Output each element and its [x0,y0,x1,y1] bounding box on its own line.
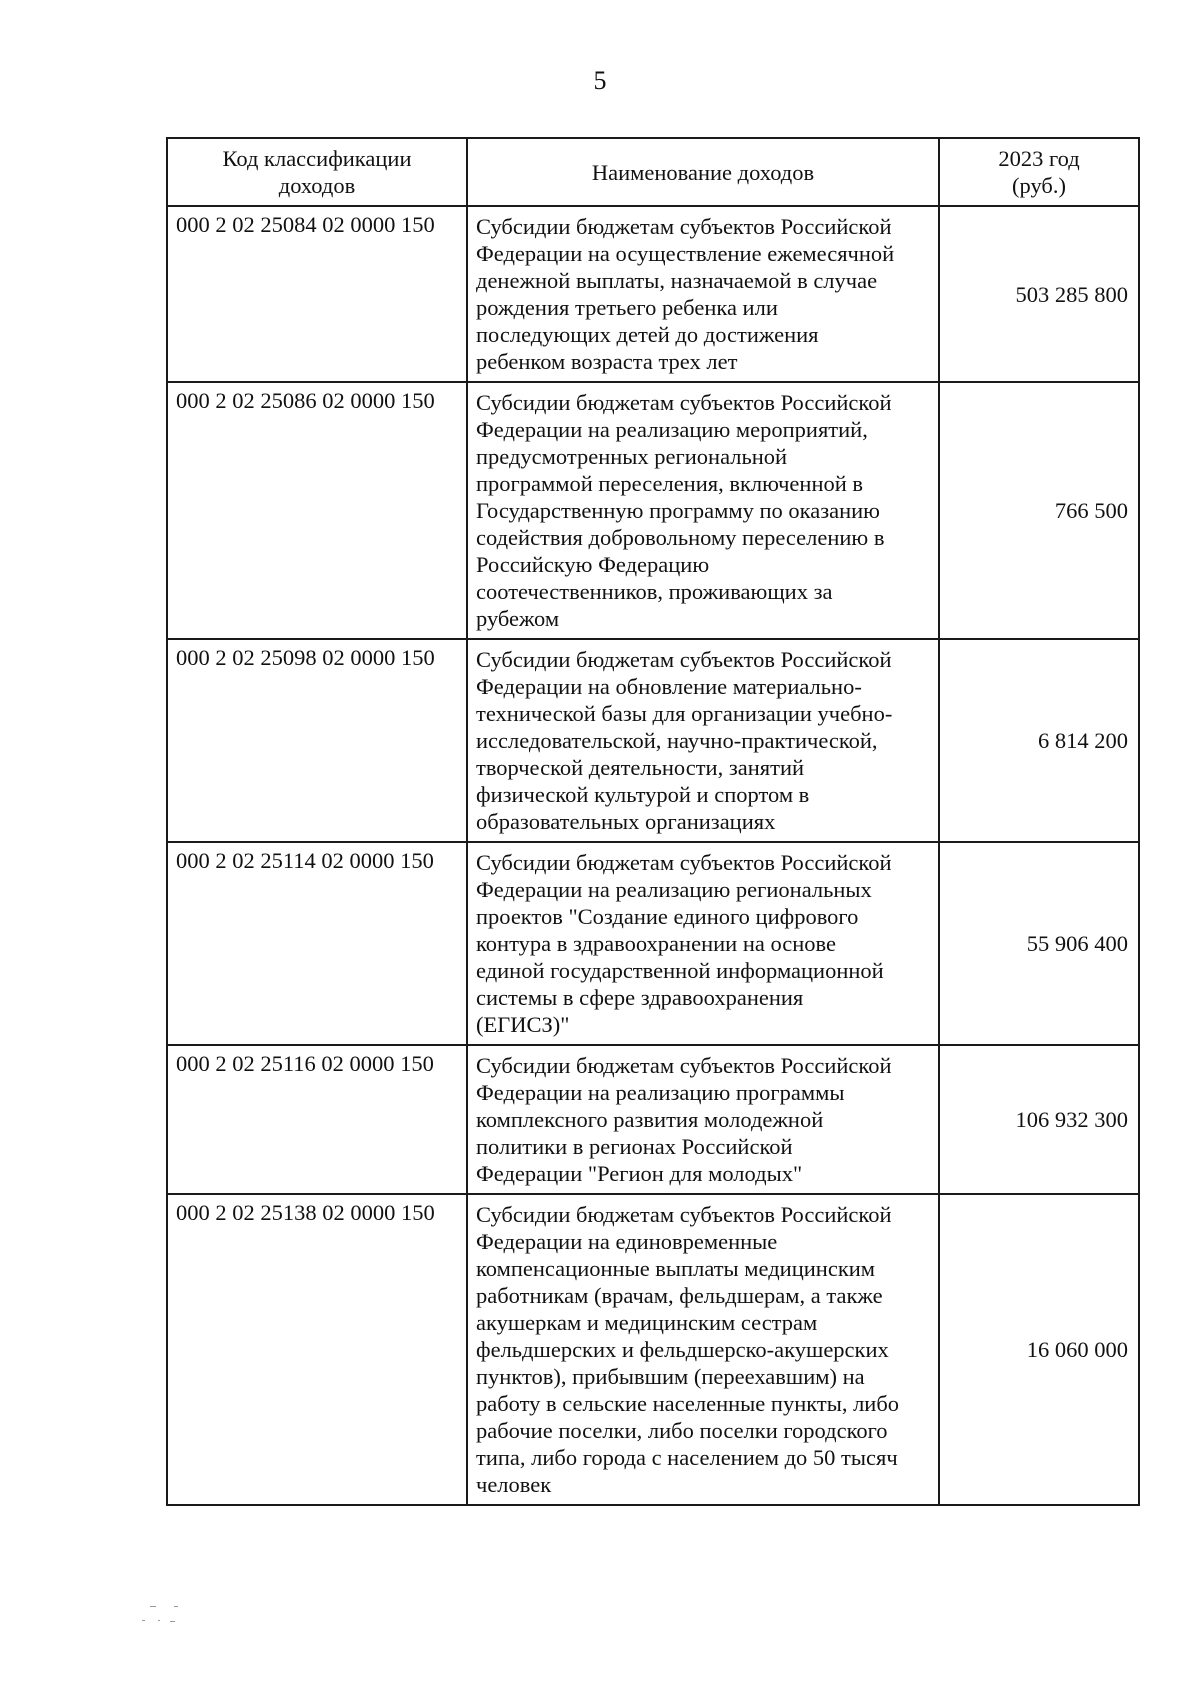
row-code: 000 2 02 25114 02 0000 150 [167,842,467,1045]
row-name: Субсидии бюджетам субъектов Российской Федерации на единовременные компенсационные выплаты медицинским работникам (врачам, фельдшерам, а также акушеркам и медицинским сестрам фельдшерских и фельдшерско-акушерских пунктов), прибывшим (переехавшим) на работу в сельские населенные пункты, либо рабочие поселки, либо поселки городского типа, либо города с населением до 50 тысяч человек [467,1194,939,1505]
scan-specks [140,1600,200,1630]
table-row [167,639,1139,842]
header-name: Наименование доходов [467,138,939,206]
row-name: Субсидии бюджетам субъектов Российской Федерации на осуществление ежемесячной денежной выплаты, назначаемой в случае рождения третьего ребенка или последующих детей до достижения ребенком возраста трех лет [467,206,939,382]
row-name: Субсидии бюджетам субъектов Российской Федерации на реализацию мероприятий, предусмотренных региональной программой переселения, включенной в Государственную программу по оказанию содействия добровольному переселению в Российскую Федерацию соотечественников, проживающих за рубежом [467,382,939,639]
row-name: Субсидии бюджетам субъектов Российской Федерации на реализацию программы комплексного развития молодежной политики в регионах Российской Федерации "Регион для молодых" [467,1045,939,1194]
table-header [167,138,1139,206]
row-amount: 503 285 800 [939,206,1139,382]
header-amount: 2023 год (руб.) [939,138,1139,206]
table-row [167,1045,1139,1194]
row-code: 000 2 02 25138 02 0000 150 [167,1194,467,1505]
row-code: 000 2 02 25086 02 0000 150 [167,382,467,639]
header-row [167,138,1139,206]
table-row [167,382,1139,639]
page-number: 5 [593,66,607,95]
income-classification-table [166,137,1140,1506]
row-code: 000 2 02 25084 02 0000 150 [167,206,467,382]
row-code: 000 2 02 25116 02 0000 150 [167,1045,467,1194]
row-amount: 6 814 200 [939,639,1139,842]
row-amount: 766 500 [939,382,1139,639]
row-name: Субсидии бюджетам субъектов Российской Федерации на реализацию региональных проектов "Создание единого цифрового контура в здравоохранении на основе единой государственной информационной системы в сфере здравоохранения (ЕГИСЗ)" [467,842,939,1045]
table-row [167,842,1139,1045]
row-amount: 106 932 300 [939,1045,1139,1194]
row-code: 000 2 02 25098 02 0000 150 [167,639,467,842]
row-name: Субсидии бюджетам субъектов Российской Федерации на обновление материально- технической базы для организации учебно- исследовательской, научно-практической, творческой деятельности, занятий физической культурой и спортом в образовательных организациях [467,639,939,842]
table-row [167,1194,1139,1505]
row-amount: 55 906 400 [939,842,1139,1045]
row-amount: 16 060 000 [939,1194,1139,1505]
table-row [167,206,1139,382]
table-body [167,206,1139,1505]
header-code: Код классификации доходов [167,138,467,206]
